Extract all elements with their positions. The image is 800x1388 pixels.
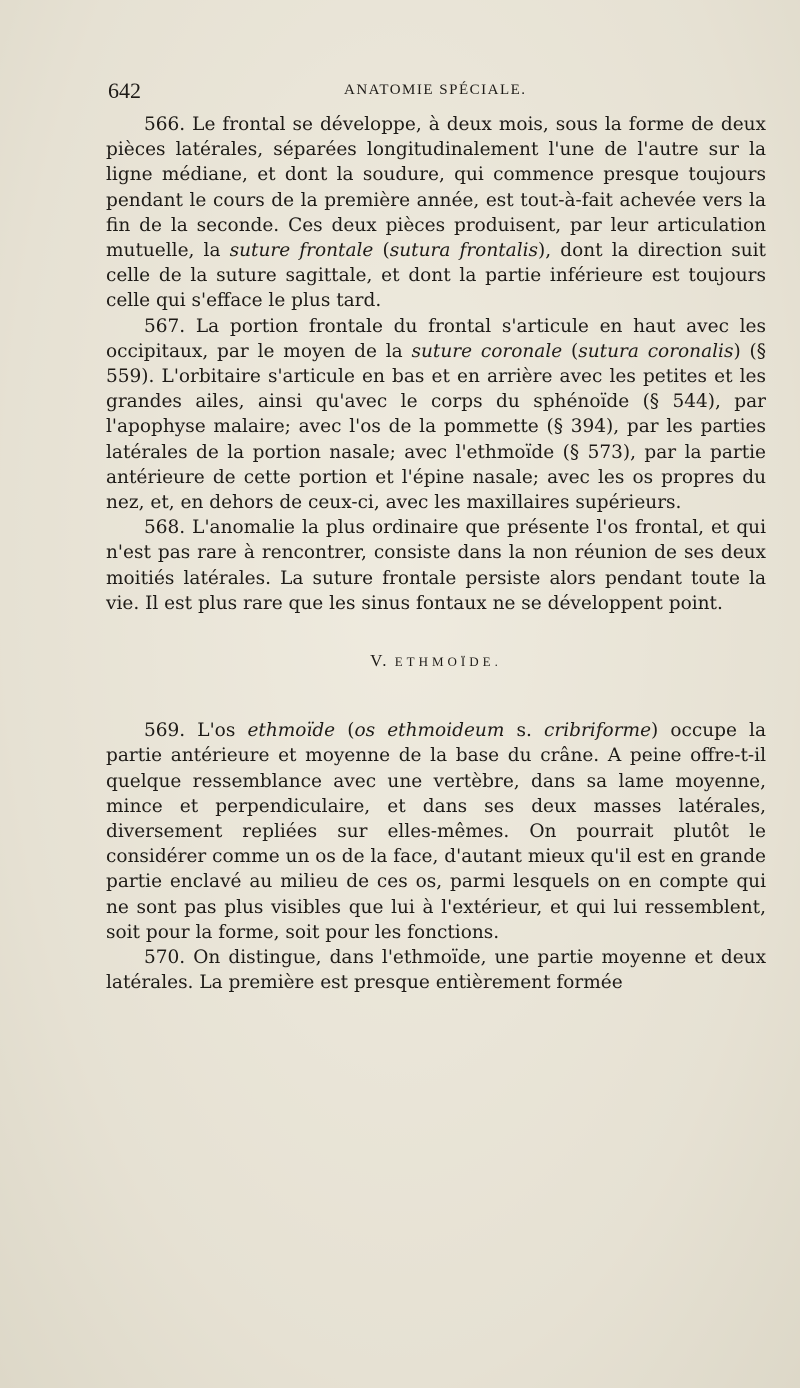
section-title: ETHMOÏDE.	[394, 654, 502, 670]
term-suture-coronale: suture coronale	[411, 340, 563, 362]
paragraph-569-tail: ) occupe la partie antérieure et moyenne de la base du crâne. A peine offre-t-il quelque ressemblance avec une vertèbre, dans sa lame moyenne, mince et perpendiculaire, et dans ses deux masses latérales, diversement repliées sur elles-mêmes. On pourrait plutôt le considérer comme un os de la face, d'autant mieux qu'il est en grande partie enclavé au milieu de ces os, parmi lesquels on en compte qui ne sont pas plus visibles que lui à l'extérieur, et qui lui ressemblent, soit pour la forme, soit pour les fonctions.	[106, 720, 766, 943]
term-sutura-coronalis: sutura coronalis	[578, 340, 734, 362]
running-title: ANATOMIE SPÉCIALE.	[344, 82, 527, 98]
paragraph-566-tail: ), dont la direction suit celle de la suture sagittale, et dont la partie inférieure est toujours celle qui s'efface le plus tard.	[106, 240, 766, 312]
paragraph-566-lead: 566. Le frontal se développe, à deux mois, sous la forme de deux pièces latérales, séparées longitudinalement l'une de l'autre sur la ligne médiane, et dont la soudure, qui commence presque toujours pendant le cours de la première année, est tout-à-fait achevée vers la fin de la seconde. Ces deux pièces produisent, par leur articulation mutuelle, la	[106, 114, 766, 262]
paragraph-567-paren-open: (	[562, 340, 579, 362]
paragraph-566-paren-open: (	[373, 240, 390, 262]
body-text	[106, 112, 766, 996]
section-numeral: V.	[370, 651, 389, 671]
term-suture-frontale: suture frontale	[229, 240, 374, 262]
paragraph-567-tail: ) (§ 559). L'orbitaire s'articule en bas et en arrière avec les petites et les grandes ailes, ainsi qu'avec le corps du sphénoïde (§ 544), par l'apophyse malaire; avec l'os de la pommette (§ 394), par les parties latérales de la portion nasale; avec l'ethmoïde (§ 573), par la partie antérieure de cette portion et l'épine nasale; avec les os propres du nez, et, en dehors de ceux-ci, avec les maxillaires supérieurs.	[106, 340, 766, 514]
section-heading	[106, 648, 766, 674]
term-cribriforme: cribriforme	[543, 720, 652, 742]
paragraph-567	[106, 314, 766, 516]
paragraph-567-lead: 567. La portion frontale du frontal s'articule en haut avec les occipitaux, par le moyen de la	[106, 315, 766, 362]
paragraph-568: 568. L'anomalie la plus ordinaire que présente l'os frontal, et qui n'est pas rare à rencontrer, consiste dans la non réunion de ses deux moitiés latérales. La suture frontale persiste alors pendant toute la vie. Il est plus rare que les sinus fontaux ne se développent point.	[106, 517, 766, 614]
paragraph-569	[106, 718, 766, 945]
term-os-ethmoideum: os ethmoideum	[354, 720, 505, 742]
paragraph-569-sep: s.	[504, 720, 544, 742]
paragraph-570: 570. On distingue, dans l'ethmoïde, une partie moyenne et deux latérales. La première est presque entièrement formée	[106, 947, 766, 994]
paragraph-566	[106, 112, 766, 314]
paragraph-569-paren-open: (	[335, 720, 355, 742]
paragraph-569-lead: 569. L'os	[144, 720, 248, 742]
term-ethmoide: ethmoïde	[247, 720, 336, 742]
term-sutura-frontalis: sutura frontalis	[389, 240, 539, 262]
running-head	[108, 78, 768, 102]
page-number: 642	[108, 78, 141, 103]
